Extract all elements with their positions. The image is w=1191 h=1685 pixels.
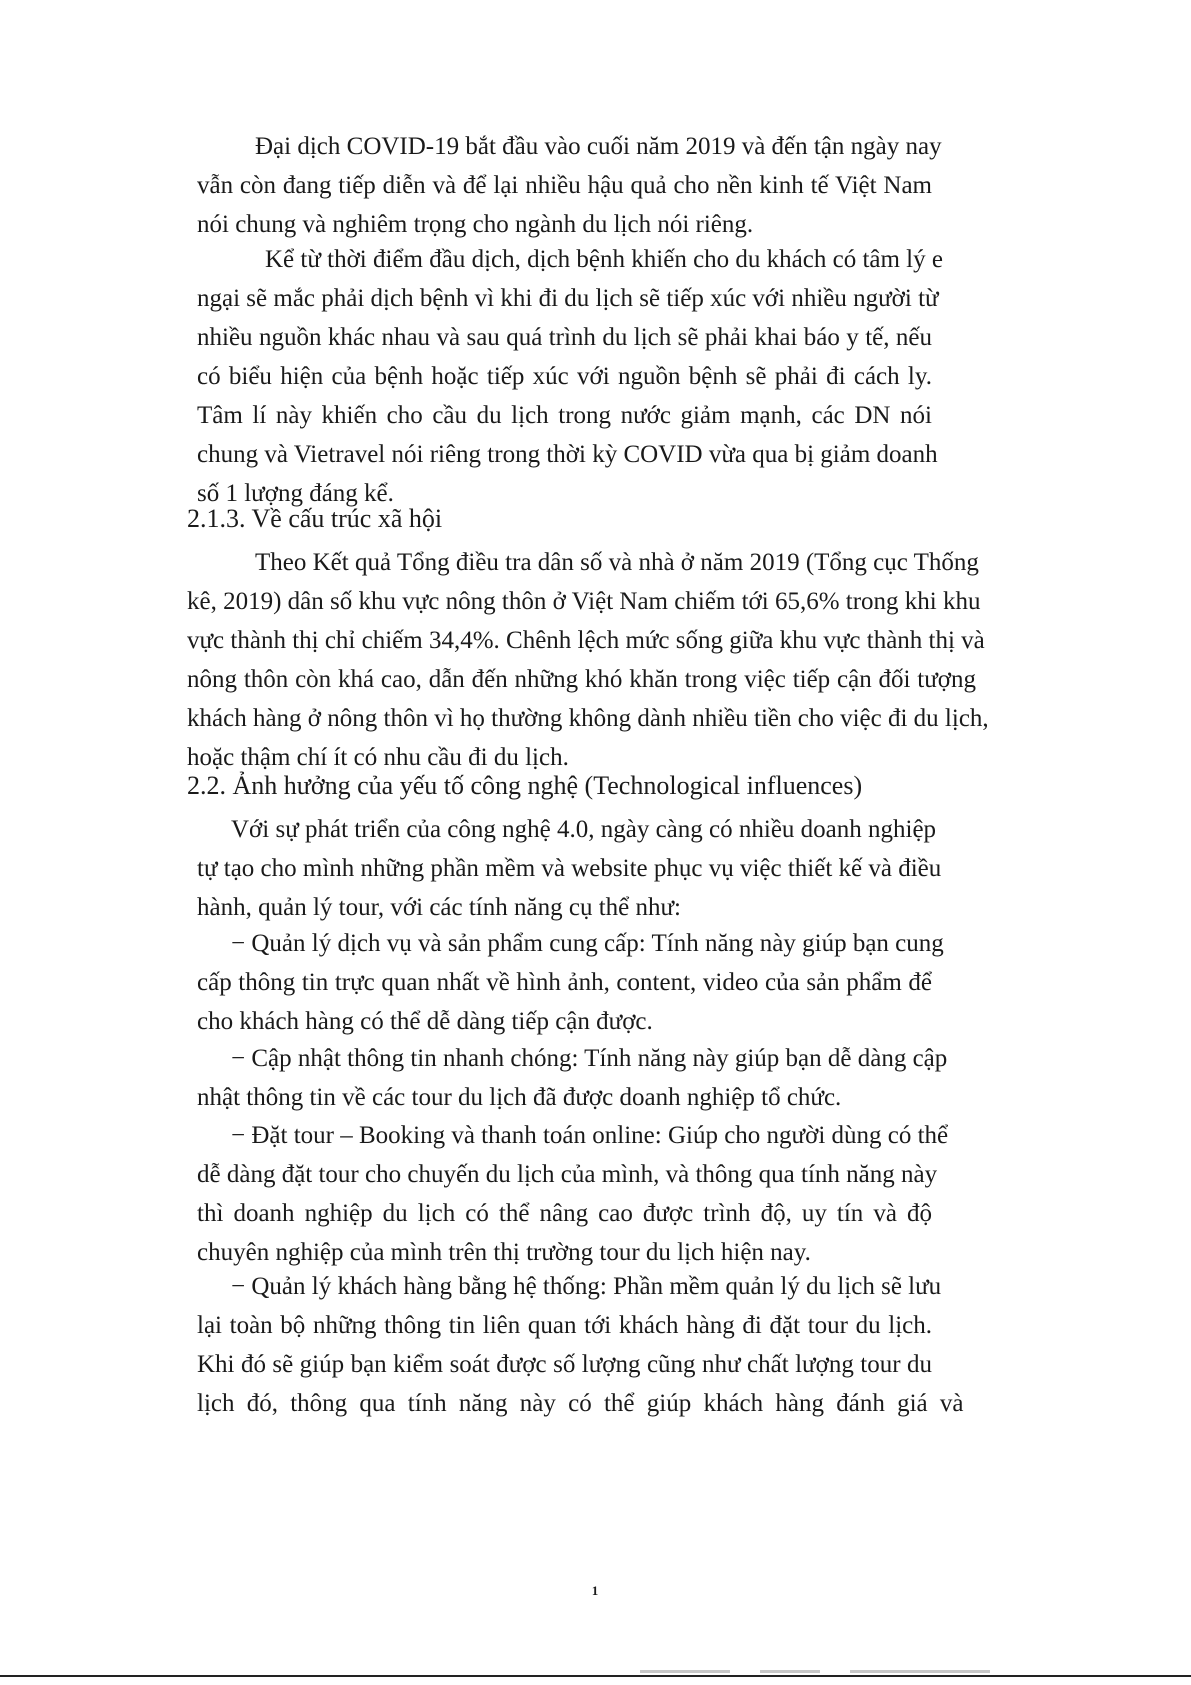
text-line: cho khách hàng có thể dễ dàng tiếp cận được.: [197, 1008, 653, 1035]
bullet-online-booking: [197, 1116, 949, 1272]
text-line: Khi đó sẽ giúp bạn kiểm soát được số lượng cũng như chất lượng tour du: [197, 1351, 932, 1378]
text-line: hành, quản lý tour, với các tính năng cụ thể như:: [197, 894, 681, 921]
text-line: − Cập nhật thông tin nhanh chóng: Tính năng này giúp bạn dễ dàng cập: [231, 1045, 948, 1072]
bullet-quick-update: [197, 1039, 948, 1117]
text-line: nhiều nguồn khác nhau và sau quá trình du lịch sẽ phải khai báo y tế, nếu: [197, 324, 932, 351]
bullet-service-management: [197, 924, 944, 1041]
text-line: nói chung và nghiêm trọng cho ngành du lịch nói riêng.: [197, 211, 754, 238]
paragraph-covid-intro: [197, 127, 942, 244]
text-line: Theo Kết quả Tổng điều tra dân số và nhà ở năm 2019 (Tổng cục Thống: [255, 549, 979, 576]
text-line: nhật thông tin về các tour du lịch đã được doanh nghiệp tổ chức.: [197, 1084, 842, 1111]
text-line: vực thành thị chỉ chiếm 34,4%. Chênh lệch mức sống giữa khu vực thành thị và: [187, 627, 985, 654]
text-line: nông thôn còn khá cao, dẫn đến những khó khăn trong việc tiếp cận đối tượng: [187, 666, 976, 693]
section-heading-2-2: 2.2. Ảnh hưởng của yếu tố công nghệ (Technological influences): [187, 771, 863, 800]
text-line: chung và Vietravel nói riêng trong thời kỳ COVID vừa qua bị giảm doanh: [197, 441, 938, 468]
text-line: tự tạo cho mình những phần mềm và website phục vụ việc thiết kế và điều: [197, 855, 942, 882]
text-line: lịch đó, thông qua tính năng này có thể giúp khách hàng đánh giá và: [197, 1390, 964, 1417]
text-line: thì doanh nghiệp du lịch có thể nâng cao được trình độ, uy tín và độ: [197, 1200, 932, 1227]
paragraph-technology-intro: [197, 810, 942, 927]
text-line: Kể từ thời điểm đầu dịch, dịch bệnh khiến cho du khách có tâm lý e: [265, 246, 943, 273]
text-line: dễ dàng đặt tour cho chuyến du lịch của mình, và thông qua tính năng này: [197, 1161, 938, 1188]
text-line: Tâm lí này khiến cho cầu du lịch trong nước giảm mạnh, các DN nói: [197, 402, 932, 429]
paragraph-social-structure: [187, 543, 989, 777]
text-line: số 1 lượng đáng kể.: [197, 480, 394, 507]
text-line: có biểu hiện của bệnh hoặc tiếp xúc với nguồn bệnh sẽ phải đi cách ly.: [197, 363, 932, 390]
bullet-customer-management: [197, 1267, 964, 1423]
footer-divider: [0, 1675, 1191, 1677]
text-line: kê, 2019) dân số khu vực nông thôn ở Việt Nam chiếm tới 65,6% trong khi khu: [187, 588, 981, 615]
text-line: − Quản lý dịch vụ và sản phẩm cung cấp: Tính năng này giúp bạn cung: [231, 930, 944, 957]
text-line: Đại dịch COVID-19 bắt đầu vào cuối năm 2019 và đến tận ngày nay: [255, 133, 942, 160]
section-heading-2-1-3: 2.1.3. Về cấu trúc xã hội: [187, 504, 443, 533]
text-line: cấp thông tin trực quan nhất về hình ảnh, content, video của sản phẩm để: [197, 969, 932, 996]
text-line: hoặc thậm chí ít có nhu cầu đi du lịch.: [187, 744, 569, 771]
footer-scan-mark: [640, 1670, 730, 1673]
footer-scan-mark: [850, 1670, 990, 1673]
text-line: khách hàng ở nông thôn vì họ thường không dành nhiều tiền cho việc đi du lịch,: [187, 705, 989, 732]
text-line: − Quản lý khách hàng bằng hệ thống: Phần mềm quản lý du lịch sẽ lưu: [231, 1273, 942, 1300]
footer-scan-mark: [760, 1670, 820, 1673]
text-line: vẫn còn đang tiếp diễn và để lại nhiều hậu quả cho nền kinh tế Việt Nam: [197, 172, 932, 199]
text-line: − Đặt tour – Booking và thanh toán online: Giúp cho người dùng có thể: [231, 1122, 949, 1149]
text-line: ngại sẽ mắc phải dịch bệnh vì khi đi du lịch sẽ tiếp xúc với nhiều người từ: [197, 285, 939, 312]
text-line: chuyên nghiệp của mình trên thị trường tour du lịch hiện nay.: [197, 1239, 811, 1266]
page-number: 1: [591, 1583, 599, 1598]
text-line: lại toàn bộ những thông tin liên quan tới khách hàng đi đặt tour du lịch.: [197, 1312, 932, 1339]
paragraph-tourist-psychology: [197, 240, 943, 513]
text-line: Với sự phát triển của công nghệ 4.0, ngày càng có nhiều doanh nghiệp: [231, 816, 937, 843]
